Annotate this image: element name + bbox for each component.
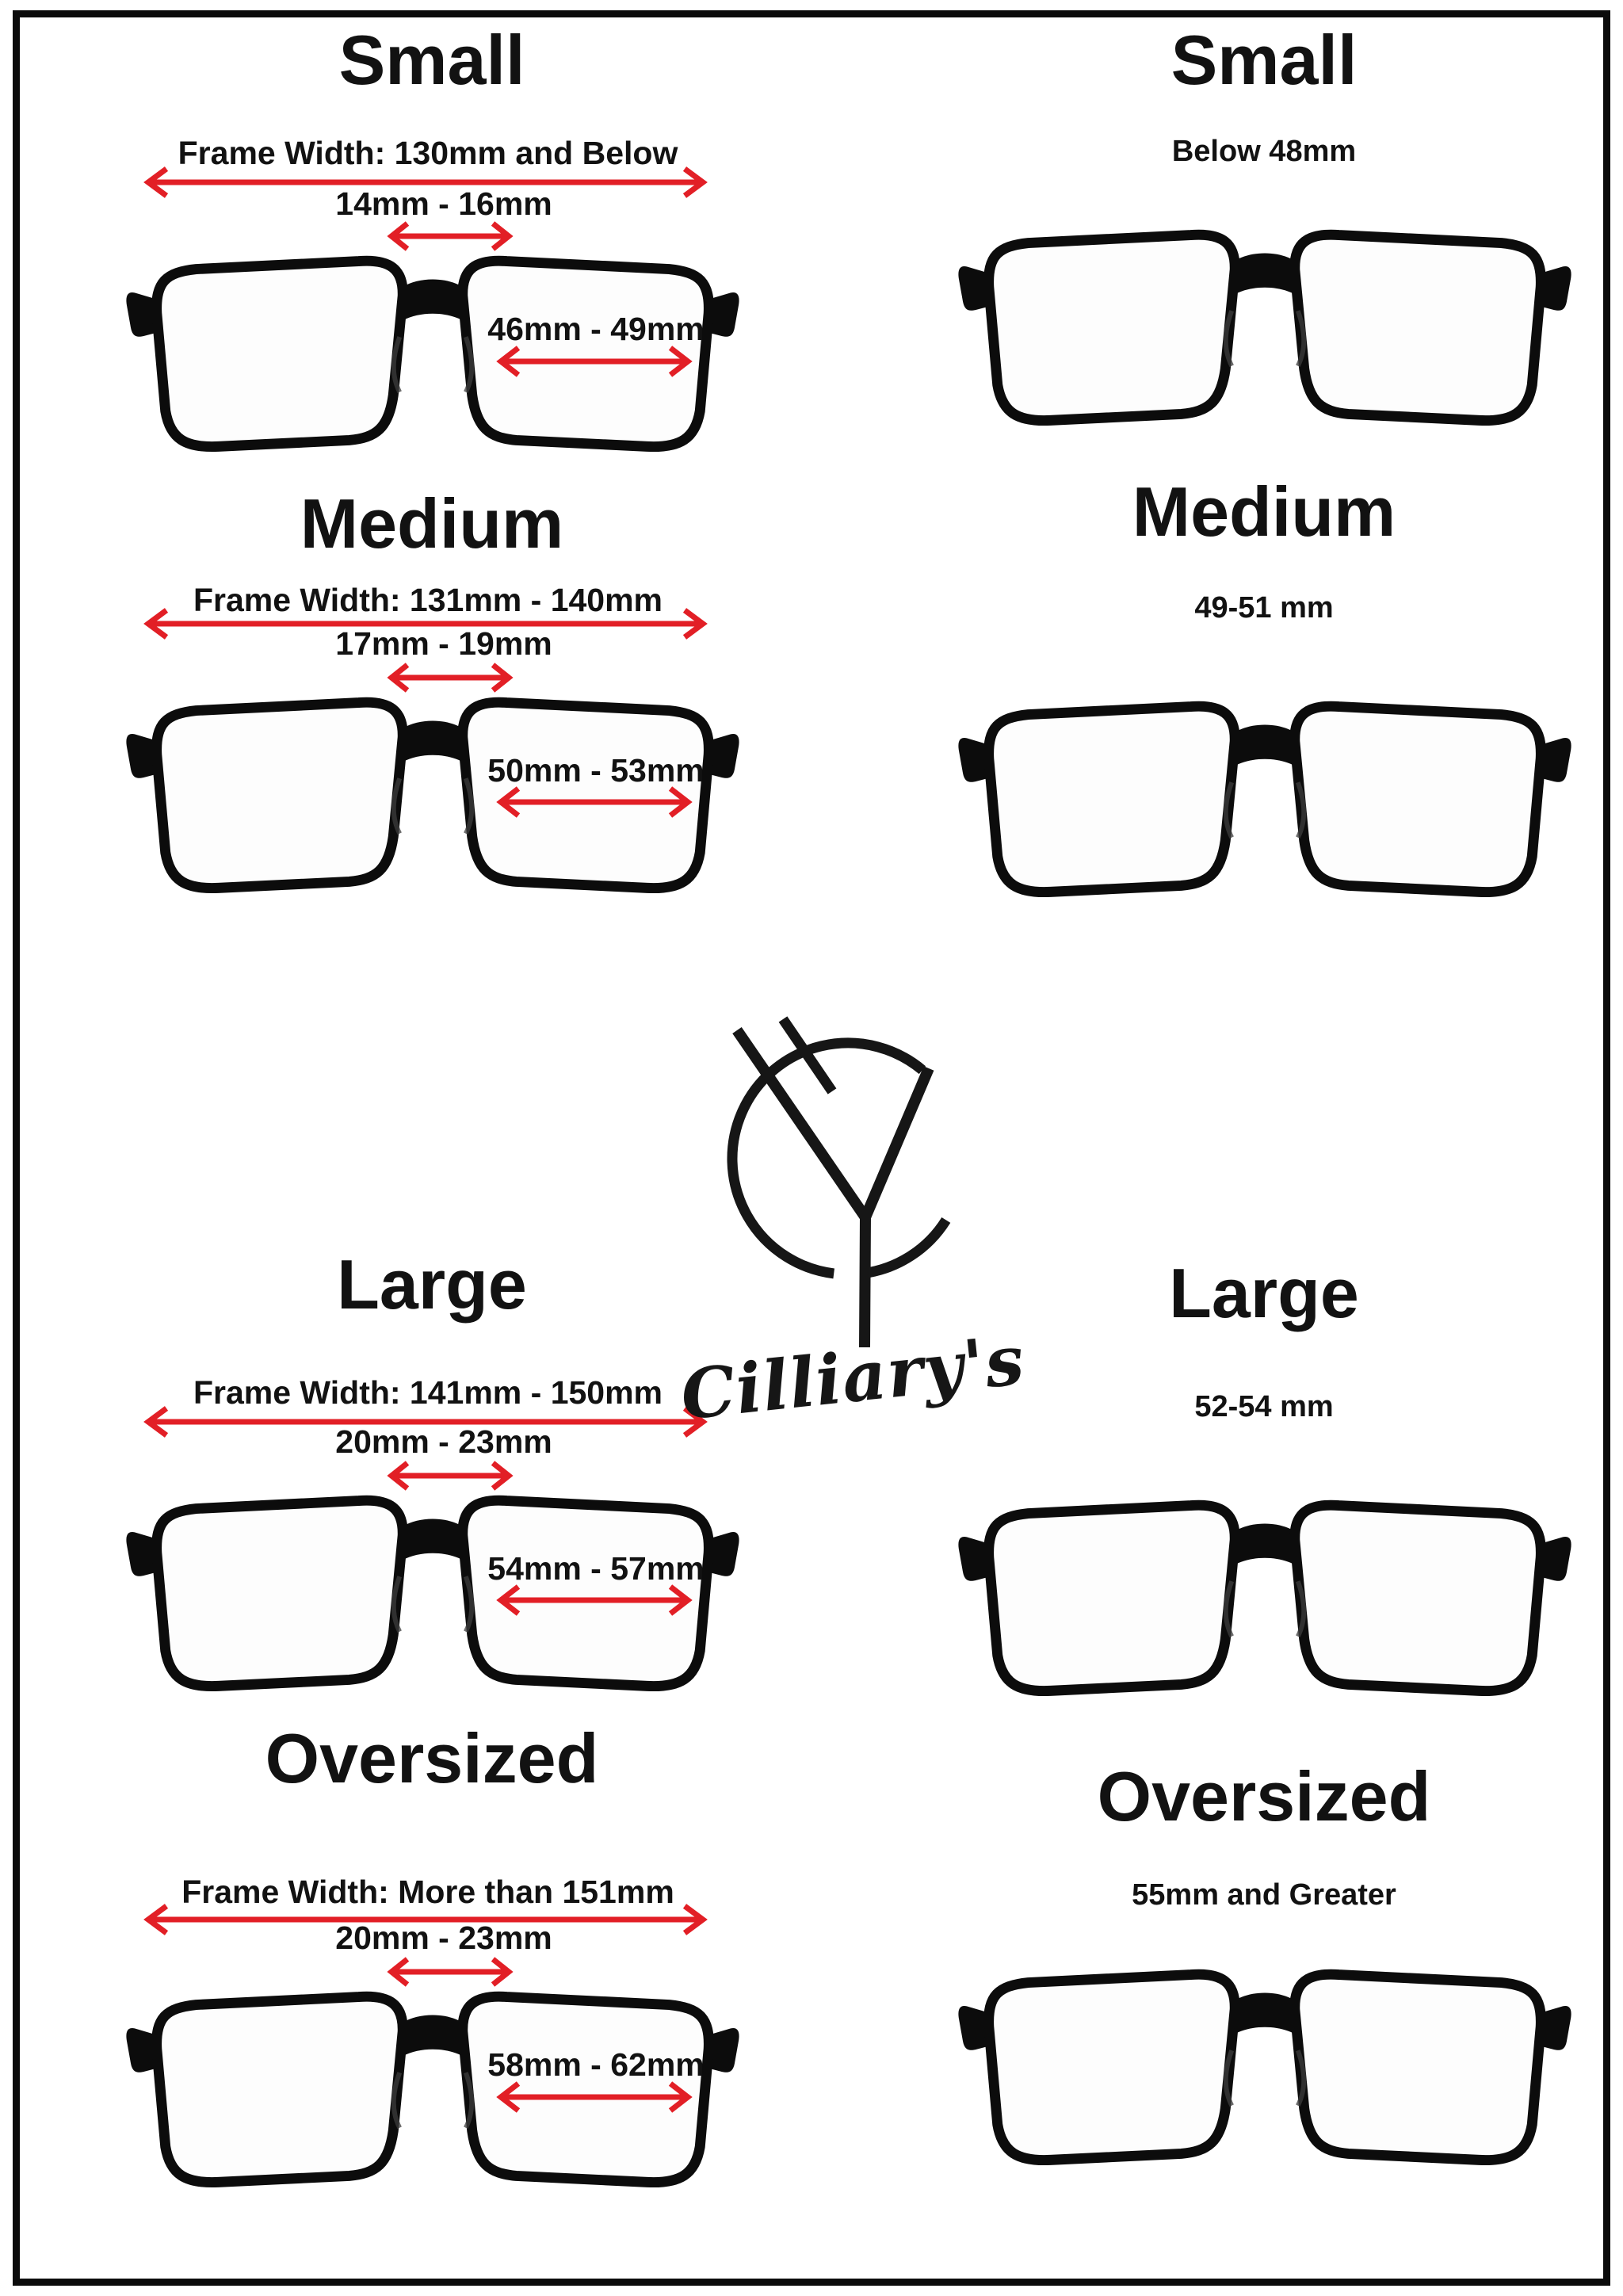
lens-width-label: 54mm - 57mm bbox=[487, 1550, 705, 1587]
lens-arrow-icon bbox=[495, 344, 694, 379]
lens-size-label: 49-51 mm bbox=[1194, 591, 1334, 625]
section-title: Small bbox=[1170, 21, 1358, 99]
section-title: Medium bbox=[300, 484, 564, 563]
lens-arrow-icon bbox=[495, 1583, 694, 1618]
brand-name-script: Cilliary's bbox=[677, 1320, 1029, 1436]
glasses-image bbox=[957, 1473, 1572, 1718]
lens-size-label: 52-54 mm bbox=[1194, 1390, 1334, 1423]
bridge-width-label: 20mm - 23mm bbox=[335, 1423, 552, 1460]
lens-size-label: 55mm and Greater bbox=[1132, 1878, 1396, 1912]
section-title: Large bbox=[337, 1245, 527, 1324]
section-title: Oversized bbox=[1097, 1757, 1431, 1836]
frame-width-label: Frame Width: More than 151mm bbox=[181, 1874, 674, 1910]
lens-width-label: 50mm - 53mm bbox=[487, 752, 705, 789]
lens-arrow-icon bbox=[495, 785, 694, 819]
bridge-width-label: 17mm - 19mm bbox=[335, 625, 552, 662]
frame-width-label: Frame Width: 130mm and Below bbox=[178, 135, 678, 171]
lens-size-label: Below 48mm bbox=[1171, 135, 1357, 168]
glasses-image bbox=[957, 1942, 1572, 2187]
lens-width-label: 46mm - 49mm bbox=[487, 311, 705, 347]
section-title: Oversized bbox=[265, 1719, 599, 1797]
section-title: Small bbox=[338, 21, 525, 99]
bridge-width-label: 20mm - 23mm bbox=[335, 1920, 552, 1956]
glasses-image bbox=[957, 674, 1572, 919]
cy-monogram-icon bbox=[705, 1014, 1006, 1363]
bridge-width-label: 14mm - 16mm bbox=[335, 185, 552, 222]
section-title: Large bbox=[1169, 1254, 1359, 1332]
lens-width-label: 58mm - 62mm bbox=[487, 2046, 705, 2083]
frame-width-label: Frame Width: 141mm - 150mm bbox=[193, 1374, 663, 1411]
lens-arrow-icon bbox=[495, 2080, 694, 2115]
section-title: Medium bbox=[1132, 472, 1396, 551]
glasses-image bbox=[957, 202, 1572, 448]
frame-width-label: Frame Width: 131mm - 140mm bbox=[193, 582, 663, 618]
